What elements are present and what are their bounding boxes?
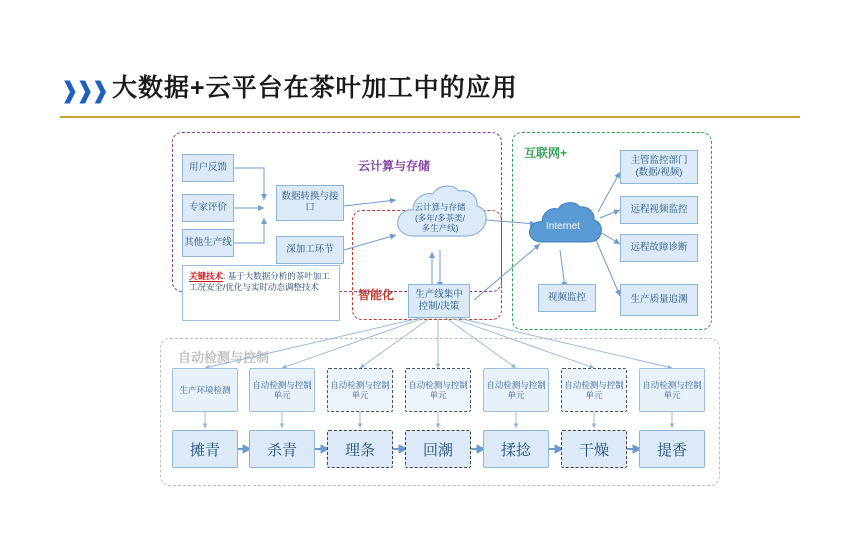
unit-0[interactable] xyxy=(172,368,238,412)
unit-5[interactable] xyxy=(561,368,627,412)
right-box-2[interactable]: 远程故障诊断 xyxy=(620,234,698,262)
unit-2[interactable] xyxy=(327,368,393,412)
input-box-1[interactable]: 专家评价 xyxy=(182,194,234,222)
page-title xyxy=(60,68,800,116)
step-1[interactable]: 杀青 xyxy=(249,430,315,468)
region-intelligent-label: 智能化 xyxy=(358,288,395,302)
input-box-2[interactable]: 其他生产线 xyxy=(182,229,234,257)
right-box-1[interactable]: 远程视频监控 xyxy=(620,196,698,224)
mid-box-deep-process[interactable]: 深加工环节 xyxy=(276,236,344,264)
unit-5-label: 自动检测与控制单元 xyxy=(564,379,624,400)
key-technology-label: 关键技术 xyxy=(189,271,224,281)
unit-6-label: 自动检测与控制单元 xyxy=(642,379,702,400)
unit-1[interactable] xyxy=(249,368,315,412)
unit-6[interactable] xyxy=(639,368,705,412)
cloud-label: 云计算与存储 (多年/多茶类/ 多生产线) xyxy=(414,202,466,234)
right-box-0[interactable] xyxy=(620,150,698,184)
step-2[interactable]: 理条 xyxy=(327,430,393,468)
chevrons-right-icon: ❱❱❱ xyxy=(60,77,106,103)
title-divider xyxy=(60,116,800,118)
unit-2-label: 自动检测与控制单元 xyxy=(330,379,390,400)
internet-cloud-icon xyxy=(524,198,602,254)
region-auto-detect-label: 自动检测与控制 xyxy=(178,350,270,365)
unit-3[interactable] xyxy=(405,368,471,412)
input-box-0[interactable]: 用户反馈 xyxy=(182,154,234,182)
central-control-box xyxy=(408,284,470,318)
mid-box-data-interface[interactable]: 数据转换与接口 xyxy=(276,185,344,221)
unit-3-label: 自动检测与控制单元 xyxy=(408,379,468,400)
step-4[interactable]: 揉捻 xyxy=(483,430,549,468)
title-text: 大数据+云平台在茶叶加工中的应用 xyxy=(112,74,518,102)
region-internet-label: 互联网+ xyxy=(524,146,568,160)
key-technology-note xyxy=(182,265,340,321)
unit-4[interactable] xyxy=(483,368,549,412)
unit-4-label: 自动检测与控制单元 xyxy=(486,379,546,400)
right-box-3[interactable]: 生产质量追溯 xyxy=(620,284,698,316)
key-technology-text: : 基于大数据分析的茶叶加工工况安全/优化与实时动态调整技术 xyxy=(189,271,330,293)
cloud-storage-icon xyxy=(390,178,490,254)
step-3[interactable]: 回潮 xyxy=(405,430,471,468)
step-5[interactable]: 干燥 xyxy=(561,430,627,468)
step-0[interactable]: 摊青 xyxy=(172,430,238,468)
internet-label: Internet xyxy=(546,221,580,232)
unit-1-label: 自动检测与控制单元 xyxy=(252,379,312,400)
region-cloud-computing-label: 云计算与存储 xyxy=(358,159,431,173)
step-6[interactable]: 提香 xyxy=(639,430,705,468)
central-control-label: 生产线集中 控制/决策 xyxy=(415,289,463,312)
right-box-video-monitor[interactable]: 视频监控 xyxy=(538,284,596,312)
right-box-0-label: 主管监控部门 (数据/视频) xyxy=(630,155,688,178)
unit-0-label: 生产环境检测 xyxy=(179,384,231,395)
